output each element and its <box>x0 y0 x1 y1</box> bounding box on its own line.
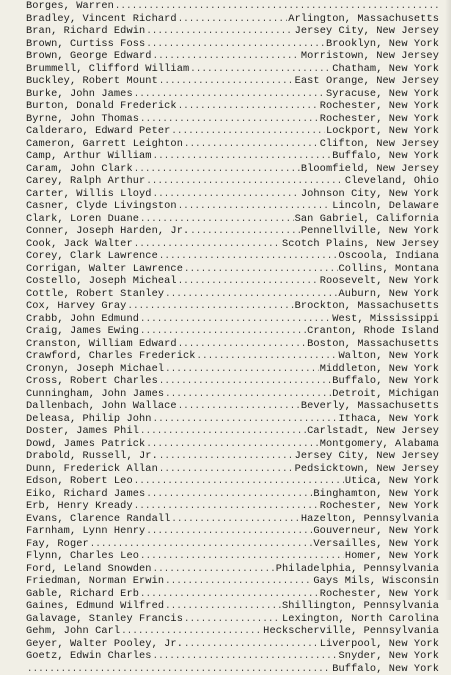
dot-leader <box>146 25 293 38</box>
dot-leader <box>178 200 332 213</box>
list-item <box>26 425 439 438</box>
hometown: Rochester, New York <box>319 100 439 113</box>
list-item <box>26 13 439 26</box>
hometown: Morristown, New Jersey <box>300 50 439 63</box>
list-item <box>26 363 439 376</box>
hometown: Gays Mils, Wisconsin <box>312 575 439 588</box>
hometown: Carlstadt, New Jersey <box>306 425 439 438</box>
person-name: Deleasa, Philip John <box>26 413 153 426</box>
person-name: Cronyn, Joseph Michael <box>26 363 165 376</box>
hometown: Montgomery, Alabama <box>319 438 439 451</box>
hometown: Pedsicktown, New Jersey <box>294 463 439 476</box>
hometown: Brockton, Massachusetts <box>294 300 439 313</box>
hometown: Clifton, New Jersey <box>319 138 439 151</box>
dot-leader <box>146 488 312 501</box>
dot-leader <box>134 238 281 251</box>
person-name: Borges, Warren <box>26 0 115 13</box>
list-item <box>26 88 439 101</box>
person-name: Geyer, Walter Pooley, Jr. <box>26 638 184 651</box>
hometown: Chatham, New York <box>331 63 439 76</box>
hometown: Heckscherville, Pennsylvania <box>262 625 439 638</box>
hometown: Detroit, Michigan <box>331 388 439 401</box>
list-item <box>26 200 439 213</box>
person-name: Crabb, John Edmund <box>26 313 140 326</box>
person-name: Craig, James Ewing <box>26 325 140 338</box>
list-item <box>26 525 439 538</box>
person-name: Gehm, John Carl <box>26 625 121 638</box>
list-item <box>26 263 439 276</box>
person-name: Byrne, John Thomas <box>26 113 140 126</box>
list-item <box>26 625 439 638</box>
person-name: Gaines, Edmund Wilfred <box>26 600 165 613</box>
list-item <box>26 238 439 251</box>
hometown: San Gabriel, California <box>294 213 439 226</box>
hometown: Lincoln, Delaware <box>331 200 439 213</box>
person-name: Cottle, Robert Stanley <box>26 288 165 301</box>
dot-leader <box>184 638 319 651</box>
person-name: Erb, Henry Kready <box>26 500 134 513</box>
person-name: Bran, Richard Edwin <box>26 25 146 38</box>
list-item <box>26 175 439 188</box>
hometown: Buffalo, New York <box>331 375 439 388</box>
list-item <box>26 400 439 413</box>
dot-leader <box>178 13 288 26</box>
name-list <box>26 0 439 675</box>
hometown: Rochester, New York <box>319 588 439 601</box>
dot-leader <box>153 563 275 576</box>
person-name: Edson, Robert Leo <box>26 475 134 488</box>
list-item <box>26 350 439 363</box>
list-item <box>26 600 439 613</box>
list-item <box>26 438 439 451</box>
dot-leader <box>134 163 300 176</box>
list-item <box>26 463 439 476</box>
dot-leader <box>140 325 306 338</box>
list-item <box>26 450 439 463</box>
hometown: Jersey City, New Jersey <box>294 25 439 38</box>
hometown: Shillington, Pennsylvania <box>281 600 439 613</box>
person-name: Eiko, Richard James <box>26 488 146 501</box>
dot-leader <box>140 213 294 226</box>
list-item <box>26 213 439 226</box>
list-item <box>26 288 439 301</box>
person-name: Burton, Donald Frederick <box>26 100 178 113</box>
list-item <box>26 550 439 563</box>
person-name: Flynn, Charles Leo <box>26 550 140 563</box>
person-name: Cunningham, John James <box>26 388 165 401</box>
person-name: Cook, Jack Walter <box>26 238 134 251</box>
dot-leader <box>146 438 318 451</box>
dot-leader <box>171 513 299 526</box>
dot-leader <box>90 538 313 551</box>
dot-leader <box>165 388 331 401</box>
list-item <box>26 0 439 13</box>
hometown: Scotch Plains, New Jersey <box>281 238 439 251</box>
hometown: Buffalo, New York <box>331 663 439 675</box>
hometown: Syracuse, New York <box>325 88 439 101</box>
person-name: Brown, Curtiss Foss <box>26 38 146 51</box>
person-name: Cox, Harvey Gray <box>26 300 127 313</box>
hometown: Boston, Massachusetts <box>306 338 439 351</box>
dot-leader <box>153 650 338 663</box>
dot-leader <box>146 175 344 188</box>
list-item <box>26 588 439 601</box>
hometown: East Orange, New Jersey <box>294 75 439 88</box>
list-item <box>26 63 439 76</box>
list-item <box>26 225 439 238</box>
list-item <box>26 388 439 401</box>
person-name: Carey, Ralph Arthur <box>26 175 146 188</box>
dot-leader <box>140 313 331 326</box>
hometown: Arlington, Massachusetts <box>287 13 439 26</box>
dot-leader <box>134 88 325 101</box>
list-item <box>26 150 439 163</box>
hometown: Liverpool, New York <box>319 638 439 651</box>
dot-leader <box>197 350 338 363</box>
list-item <box>26 313 439 326</box>
hometown: Snyder, New York <box>338 650 439 663</box>
list-item <box>26 488 439 501</box>
person-name: Dunn, Frederick Allan <box>26 463 159 476</box>
person-name: Cameron, Garrett Leighton <box>26 138 184 151</box>
list-item <box>26 113 439 126</box>
person-name: Cross, Robert Charles <box>26 375 159 388</box>
list-item <box>26 25 439 38</box>
dot-leader <box>184 613 281 626</box>
dot-leader <box>115 0 438 13</box>
hometown: Auburn, New York <box>338 288 439 301</box>
hometown: Philadelphia, Pennsylvania <box>275 563 439 576</box>
person-name: Dallenbach, John Wallace <box>26 400 178 413</box>
hometown: Beverly, Massachusetts <box>300 400 439 413</box>
hometown: Ithaca, New York <box>338 413 439 426</box>
dot-leader <box>159 463 294 476</box>
person-name: Casner, Clyde Livingston <box>26 200 178 213</box>
dot-leader <box>146 38 325 51</box>
list-item <box>26 375 439 388</box>
list-item <box>26 475 439 488</box>
hometown: Homer, New York <box>344 550 439 563</box>
person-name: Ford, Leland Snowden <box>26 563 153 576</box>
person-name: Drabold, Russell, Jr. <box>26 450 159 463</box>
list-item <box>26 500 439 513</box>
person-name: Calderaro, Edward Peter <box>26 125 171 138</box>
hometown: Gouverneur, New York <box>312 525 439 538</box>
person-name: Corrigan, Walter Lawrence <box>26 263 184 276</box>
hometown: Bloomfield, New Jersey <box>300 163 439 176</box>
person-name: Camp, Arthur William <box>26 150 153 163</box>
hometown: West, Mississippi <box>331 313 439 326</box>
page-edge-shadow <box>445 0 451 600</box>
dot-leader <box>165 288 337 301</box>
list-item <box>26 538 439 551</box>
list-item <box>26 575 439 588</box>
dot-leader <box>165 575 312 588</box>
dot-leader <box>178 100 319 113</box>
person-name: Doster, James Phil <box>26 425 140 438</box>
list-item <box>26 638 439 651</box>
list-item <box>26 650 439 663</box>
person-name: Goetz, Edwin Charles <box>26 650 153 663</box>
hometown: Collins, Montana <box>338 263 439 276</box>
list-item <box>26 325 439 338</box>
person-name: Clark, Loren Duane <box>26 213 140 226</box>
person-name: Bradley, Vincent Richard <box>26 13 178 26</box>
dot-leader <box>159 375 331 388</box>
hometown: Binghamton, New York <box>312 488 439 501</box>
person-name: Galavage, Stanley Francis <box>26 613 184 626</box>
dot-leader <box>153 150 332 163</box>
dot-leader <box>127 300 293 313</box>
list-item <box>26 50 439 63</box>
dot-leader <box>159 250 338 263</box>
list-item <box>26 275 439 288</box>
hometown: Lexington, North Carolina <box>281 613 439 626</box>
person-name: Fay, Roger <box>26 538 90 551</box>
dot-leader <box>178 275 319 288</box>
person-name: Crawford, Charles Frederick <box>26 350 197 363</box>
dot-leader <box>165 600 281 613</box>
dot-leader <box>153 50 300 63</box>
hometown: Johnson City, New York <box>300 188 439 201</box>
hometown: Pennellville, New York <box>300 225 439 238</box>
person-name: Gable, Richard Erb <box>26 588 140 601</box>
hometown: Cranton, Rhode Island <box>306 325 439 338</box>
hometown: Rochester, New York <box>319 500 439 513</box>
person-name: Dowd, James Patrick <box>26 438 146 451</box>
hometown: Versailles, New York <box>312 538 439 551</box>
person-name: Conner, Joseph Harden, Jr. <box>26 225 190 238</box>
dot-leader <box>184 138 319 151</box>
person-name: Brummell, Clifford William <box>26 63 190 76</box>
dot-leader <box>190 63 331 76</box>
dot-leader <box>153 413 338 426</box>
dot-leader <box>134 475 344 488</box>
hometown: Middleton, New York <box>319 363 439 376</box>
list-item <box>26 188 439 201</box>
hometown: Jersey City, New Jersey <box>294 450 439 463</box>
list-item <box>26 413 439 426</box>
hometown: Buffalo, New York <box>331 150 439 163</box>
dot-leader <box>146 525 312 538</box>
list-item <box>26 163 439 176</box>
dot-leader <box>140 425 306 438</box>
dot-leader <box>165 363 319 376</box>
hometown: Roosevelt, New York <box>319 275 439 288</box>
person-name: Farnham, Lynn Henry <box>26 525 146 538</box>
dot-leader <box>184 263 338 276</box>
dot-leader <box>140 550 344 563</box>
list-item <box>26 75 439 88</box>
list-item <box>26 38 439 51</box>
list-item <box>26 138 439 151</box>
dot-leader <box>27 663 331 675</box>
hometown: Brooklyn, New York <box>325 38 439 51</box>
person-name: Friedman, Norman Erwin <box>26 575 165 588</box>
dot-leader <box>178 338 306 351</box>
person-name: Costello, Joseph Micheal <box>26 275 178 288</box>
list-item <box>26 100 439 113</box>
hometown: Cleveland, Ohio <box>344 175 439 188</box>
dot-leader <box>171 125 325 138</box>
dot-leader <box>140 113 319 126</box>
dot-leader <box>134 500 319 513</box>
dot-leader <box>153 188 300 201</box>
hometown: Utica, New York <box>344 475 439 488</box>
person-name: Corey, Clark Lawrence <box>26 250 159 263</box>
list-item <box>26 613 439 626</box>
list-item <box>26 663 439 675</box>
dot-leader <box>140 588 319 601</box>
list-item <box>26 513 439 526</box>
dot-leader <box>159 75 294 88</box>
hometown: Hazelton, Pennsylvania <box>300 513 439 526</box>
person-name: Carter, Willis Lloyd <box>26 188 153 201</box>
list-item <box>26 250 439 263</box>
dot-leader <box>178 400 300 413</box>
dot-leader <box>159 450 294 463</box>
person-name: Cranston, William Edward <box>26 338 178 351</box>
person-name: Buckley, Robert Mount <box>26 75 159 88</box>
hometown: Oscoola, Indiana <box>338 250 439 263</box>
list-item <box>26 338 439 351</box>
hometown: Rochester, New York <box>319 113 439 126</box>
dot-leader <box>190 225 300 238</box>
list-item <box>26 300 439 313</box>
hometown: Walton, New York <box>338 350 439 363</box>
person-name: Brown, George Edward <box>26 50 153 63</box>
list-item <box>26 125 439 138</box>
person-name: Caram, John Clark <box>26 163 134 176</box>
person-name: Evans, Clarence Randall <box>26 513 171 526</box>
dot-leader <box>121 625 262 638</box>
list-item <box>26 563 439 576</box>
person-name: Burke, John James <box>26 88 134 101</box>
hometown: Lockport, New York <box>325 125 439 138</box>
